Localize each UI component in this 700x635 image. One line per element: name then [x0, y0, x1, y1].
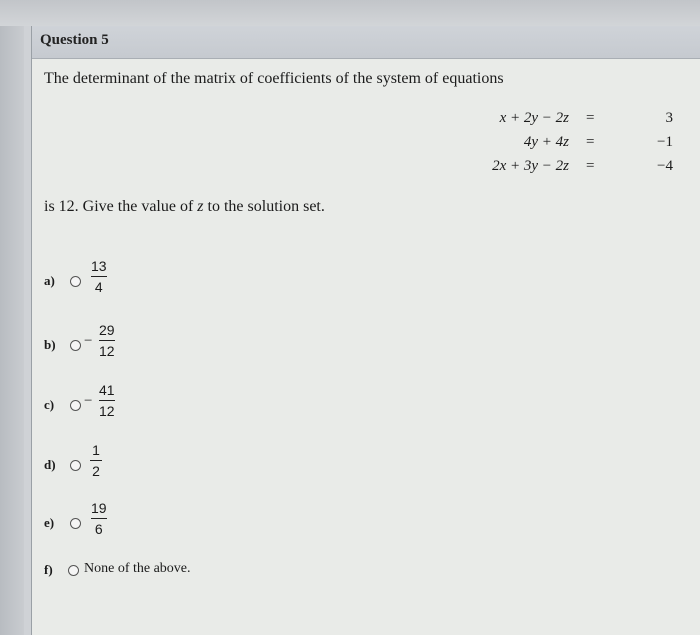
fraction-denominator: 4 [94, 279, 103, 295]
option-fraction [91, 258, 107, 295]
equation-rhs: −4 [657, 158, 673, 174]
option-fraction [99, 382, 115, 419]
radio-button-a[interactable] [70, 276, 81, 287]
option-f[interactable] [44, 556, 304, 580]
equation-rhs: 3 [665, 110, 673, 126]
question-header [32, 26, 700, 59]
question-stem: The determinant of the matrix of coefficients of the system of equations [44, 70, 504, 87]
fraction-numerator: 29 [99, 322, 115, 338]
question-panel [31, 26, 700, 635]
fraction-numerator: 1 [92, 442, 100, 458]
fraction-denominator: 12 [99, 403, 115, 419]
option-none-text: None of the above. [84, 561, 191, 576]
radio-button-b[interactable] [70, 340, 81, 351]
fraction-denominator: 6 [94, 521, 103, 537]
option-letter: d) [44, 457, 56, 472]
fraction-bar [90, 460, 102, 461]
fraction-numerator: 13 [91, 258, 107, 274]
option-sign: − [84, 333, 93, 349]
equation-row [32, 134, 700, 158]
equation-lhs: x + 2y − 2z [499, 110, 569, 126]
equation-sign: = [586, 134, 595, 150]
option-letter: b) [44, 337, 56, 352]
fraction-bar [99, 340, 115, 341]
option-sign: − [84, 393, 93, 409]
variable-z: z [197, 198, 204, 215]
left-border [0, 0, 24, 635]
question-title: Question 5 [40, 32, 109, 48]
option-a[interactable] [44, 254, 244, 304]
equation-rhs: −1 [657, 134, 673, 150]
fraction-numerator: 19 [91, 500, 107, 516]
equation-lhs: 4y + 4z [523, 134, 569, 150]
option-c[interactable] [44, 378, 244, 428]
fraction-numerator: 41 [99, 382, 115, 398]
equation-row [32, 110, 700, 134]
fraction-bar [99, 400, 115, 401]
continuation-suffix: to the solution set. [203, 198, 325, 215]
fraction-bar [91, 276, 107, 277]
equation-lhs: 2x + 3y − 2z [492, 158, 569, 174]
equation-sign: = [586, 110, 595, 126]
option-fraction [90, 442, 102, 479]
fraction-denominator: 12 [99, 343, 115, 359]
equation-sign: = [586, 158, 595, 174]
radio-button-f[interactable] [68, 565, 79, 576]
radio-button-e[interactable] [70, 518, 81, 529]
radio-button-d[interactable] [70, 460, 81, 471]
option-fraction [99, 322, 115, 359]
question-continuation [44, 198, 325, 216]
equation-system [32, 110, 700, 190]
continuation-prefix: is 12. Give the value of [44, 198, 198, 215]
equation-row [32, 158, 700, 182]
fraction-denominator: 2 [92, 463, 100, 479]
option-letter: f) [44, 562, 53, 577]
top-border [0, 0, 700, 26]
option-e[interactable] [44, 496, 244, 546]
option-b[interactable] [44, 318, 244, 368]
radio-button-c[interactable] [70, 400, 81, 411]
option-letter: c) [44, 397, 55, 412]
option-d[interactable] [44, 438, 244, 488]
option-letter: a) [44, 273, 55, 288]
option-fraction [91, 500, 107, 537]
fraction-bar [91, 518, 107, 519]
option-letter: e) [44, 515, 55, 530]
